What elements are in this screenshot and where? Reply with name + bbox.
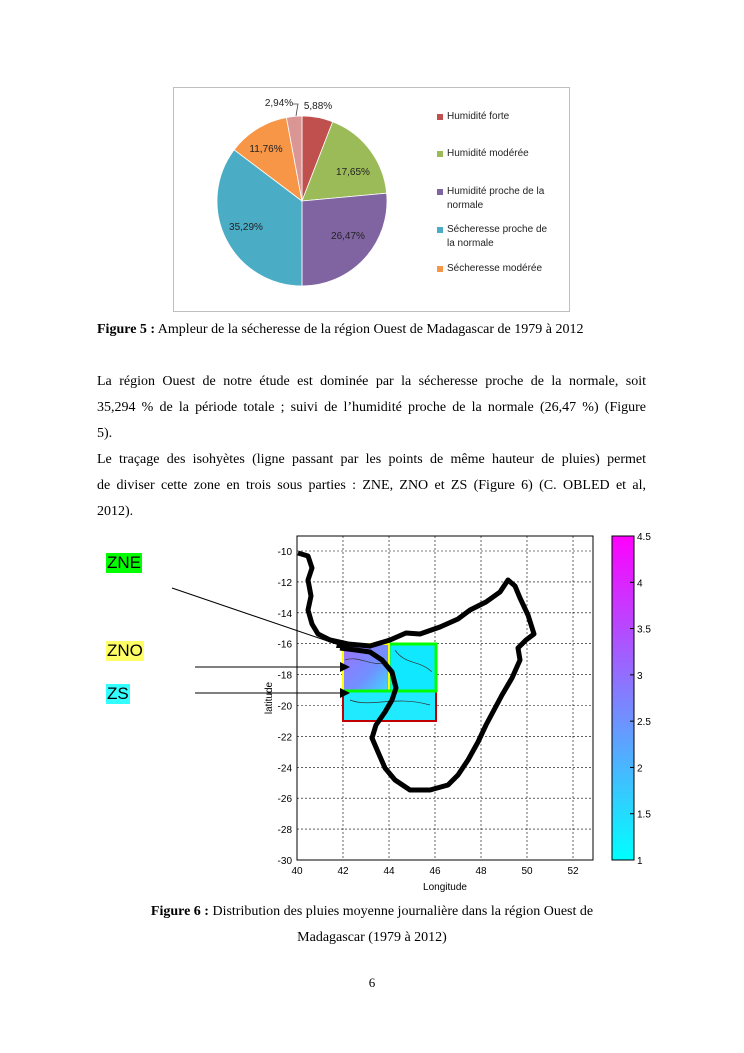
x-tick-label: 52 [567, 866, 579, 877]
figure5-caption [97, 321, 583, 339]
y-axis-label: latitude [264, 681, 275, 715]
y-tick-label: -26 [277, 794, 292, 806]
legend-item-secheresse-moderee [437, 262, 567, 276]
legend-label: Sécheresse proche de [447, 224, 548, 235]
map-y-ticks [278, 547, 293, 867]
paragraph-2 [97, 447, 646, 525]
legend-swatch [437, 114, 443, 120]
colorbar-tick-label: 4.5 [637, 532, 651, 543]
pie-data-label: 11,76% [249, 144, 283, 155]
caption-label: Figure 6 : [150, 904, 209, 919]
x-tick-label: 42 [337, 866, 349, 877]
legend-label: la normale [447, 238, 494, 249]
caption-text: Distribution des pluies moyenne journalière dans la région Ouest de [208, 904, 594, 919]
legend-item-humidite-moderee [437, 147, 567, 161]
paragraph-line: 35,294 % de la période totale ; suivi de l’humidité proche de la normale (26,47 %) (Figure [97, 400, 646, 415]
legend-swatch [437, 189, 443, 195]
paragraph-line: 2012). [97, 504, 134, 519]
pie-data-label: 5,88% [303, 101, 333, 112]
legend-item-humidite-proche [437, 185, 567, 213]
x-tick-label: 46 [429, 866, 441, 877]
page-number: 6 [368, 975, 376, 990]
legend-item-secheresse-proche [437, 223, 567, 251]
x-tick-label: 48 [475, 866, 487, 877]
legend-label: Humidité proche de la [447, 186, 545, 197]
pie-data-label: 35,29% [229, 222, 263, 233]
pie-data-label: 26,47% [331, 231, 365, 242]
pie-data-label: 17,65% [336, 167, 370, 178]
colorbar-tick-label: 4 [637, 578, 643, 590]
y-tick-label: -10 [277, 547, 292, 558]
legend-label: Humidité modérée [447, 148, 529, 159]
legend-label: normale [447, 200, 484, 211]
y-tick-label: -20 [277, 701, 292, 713]
zone-label-zs: ZS [107, 684, 129, 703]
colorbar-tick-label: 3.5 [637, 624, 651, 636]
legend-label: Sécheresse modérée [447, 263, 543, 274]
x-tick-label: 44 [383, 866, 395, 877]
colorbar-tick-label: 1 [637, 856, 643, 867]
figure5-chart [173, 87, 570, 312]
paragraph-1 [97, 369, 646, 447]
y-tick-label: -14 [277, 608, 292, 620]
caption-label: Figure 5 : [97, 322, 156, 337]
paragraph-line: de diviser cette zone en trois sous parties : ZNE, ZNO et ZS (Figure 6) (C. OBLED et al, [97, 478, 646, 493]
x-tick-label: 50 [521, 866, 533, 877]
zone-label-zne: ZNE [107, 553, 141, 572]
figure6-map [95, 525, 655, 895]
legend-swatch [437, 227, 443, 233]
legend-label: Humidité forte [447, 111, 510, 122]
map-x-ticks [291, 866, 579, 877]
paragraph-line: Le traçage des isohyètes (ligne passant par les points de même hauteur de pluies) permet [97, 452, 646, 467]
colorbar-tick-label: 3 [637, 670, 643, 682]
legend-swatch [437, 151, 443, 157]
colorbar [612, 536, 634, 860]
x-tick-label: 40 [291, 866, 303, 877]
zone-label-zno: ZNO [107, 641, 143, 660]
y-tick-label: -28 [277, 825, 292, 837]
map-plot-area [297, 536, 593, 860]
y-tick-label: -18 [277, 670, 292, 682]
legend-item-humidite-forte [437, 110, 567, 124]
colorbar-tick-label: 2.5 [637, 717, 651, 729]
legend-swatch [437, 266, 443, 272]
colorbar-tick-label: 2 [637, 763, 643, 775]
y-tick-label: -30 [277, 856, 292, 867]
y-tick-label: -12 [277, 577, 292, 589]
x-axis-label: Longitude [423, 882, 467, 893]
figure6-caption-line1 [0, 903, 744, 921]
y-tick-label: -24 [277, 763, 292, 775]
y-tick-label: -22 [277, 732, 292, 744]
y-tick-label: -16 [277, 639, 292, 651]
pie-data-label: 2,94% [264, 98, 294, 109]
colorbar-tick-label: 1.5 [637, 809, 651, 821]
paragraph-line: La région Ouest de notre étude est dominée par la sécheresse proche de la normale, soit [97, 374, 646, 389]
paragraph-line: 5). [97, 426, 113, 441]
caption-text: Ampleur de la sécheresse de la région Ouest de Madagascar de 1979 à 2012 [155, 322, 584, 337]
figure6-caption-line2: Madagascar (1979 à 2012) [297, 930, 447, 945]
